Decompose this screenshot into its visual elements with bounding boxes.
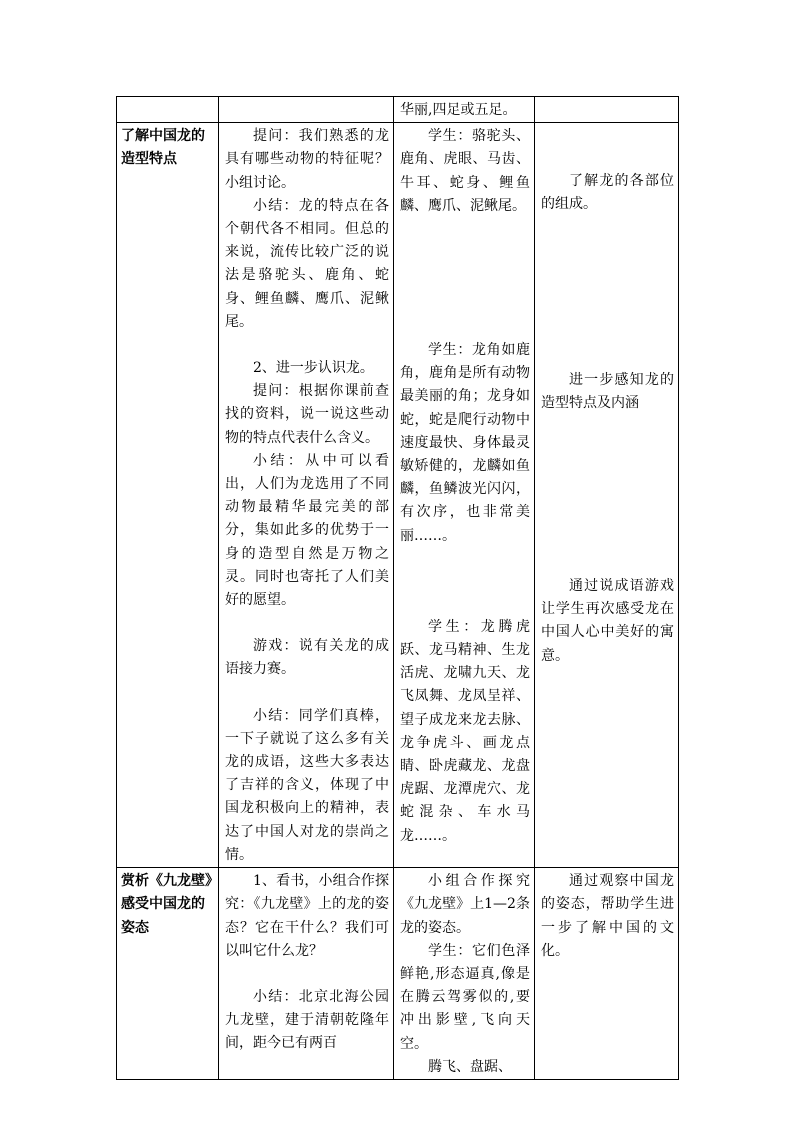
student-activity-cell <box>394 868 535 1080</box>
table-row <box>117 868 679 1080</box>
table-row <box>117 123 679 868</box>
paragraph: 通过观察中国龙的姿态，帮助学生进一步了解中国的文化。 <box>541 873 674 959</box>
purpose-cell <box>535 123 679 868</box>
paragraph: 学生：它们色泽鲜艳,形态逼真,像是在腾云驾雾似的,要冲出影壁,飞向天空。 <box>400 942 530 1052</box>
paragraph: 2、进一步认识龙。 <box>253 360 374 377</box>
paragraph: 腾飞、盘踞、 <box>428 1058 512 1075</box>
paragraph: 学生：龙腾虎跃、龙马精神、生龙活虎、龙啸九天、龙飞凤舞、龙凤呈祥、望子成龙来龙去脉、龙争虎斗、画龙点睛、卧虎藏龙、龙盘虎踞、龙潭虎穴、龙蛇混杂、车水马龙……。 <box>400 618 530 844</box>
empty-cell <box>535 97 679 123</box>
paragraph: 小组合作探究《九龙壁》上1—2条龙的姿态。 <box>400 873 530 936</box>
purpose-cell <box>535 868 679 1080</box>
empty-cell <box>219 97 394 123</box>
section-title: 了解中国龙的造型特点 <box>117 123 219 868</box>
table-row <box>117 97 679 123</box>
paragraph: 通过说成语游戏让学生再次感受龙在中国人心中美好的寓意。 <box>541 578 674 664</box>
paragraph: 学生：龙角如鹿角，鹿角是所有动物最美丽的角；龙身如蛇，蛇是爬行动物中速度最快、身体最灵敏矫健的，龙麟如鱼麟，鱼鳞波光闪闪，有次序，也非常美丽……。 <box>400 342 530 544</box>
paragraph: 小结：从中可以看出，人们为龙选用了不同动物最精华最完美的部分，集如此多的优势于一身的造型自然是万物之灵。同时也寄托了人们美好的愿望。 <box>225 452 389 609</box>
student-cell: 华丽,四足或五足。 <box>394 97 535 123</box>
teacher-activity-cell <box>219 868 394 1080</box>
paragraph: 小结：同学们真棒，一下子就说了这么多有关龙的成语，这些大多表达了吉祥的含义，体现了中国龙积极向上的精神，表达了中国人对龙的崇尚之情。 <box>225 707 389 863</box>
lesson-plan-table <box>116 96 679 1080</box>
paragraph: 1、看书，小组合作探究：《九龙壁》上的龙的姿态？它在干什么？我们可以叫它什么龙？ <box>225 873 389 959</box>
paragraph: 进一步感知龙的造型特点及内涵 <box>541 371 674 411</box>
paragraph: 学生：骆驼头、鹿角、虎眼、马齿、牛耳、蛇身、鲤鱼麟、鹰爪、泥鳅尾。 <box>400 128 530 214</box>
paragraph: 提问：我们熟悉的龙具有哪些动物的特征呢？小组讨论。 <box>225 128 389 191</box>
paragraph: 小结：龙的特点在各个朝代各不相同。但总的来说，流传比较广泛的说法是骆驼头、鹿角、蛇身、鲤鱼麟、鹰爪、泥鳅尾。 <box>225 197 389 330</box>
paragraph: 小结：北京北海公园九龙壁，建于清朝乾隆年间，距今已有两百 <box>225 988 389 1052</box>
teacher-activity-cell <box>219 123 394 868</box>
empty-cell <box>117 97 219 123</box>
section-title: 赏析《九龙壁》感受中国龙的姿态 <box>117 868 219 1080</box>
paragraph: 了解龙的各部位的组成。 <box>541 173 674 213</box>
paragraph: 游戏：说有关龙的成语接力赛。 <box>225 638 389 678</box>
student-activity-cell <box>394 123 535 868</box>
paragraph: 提问：根据你课前查找的资料，说一说这些动物的特点代表什么含义。 <box>225 383 389 446</box>
